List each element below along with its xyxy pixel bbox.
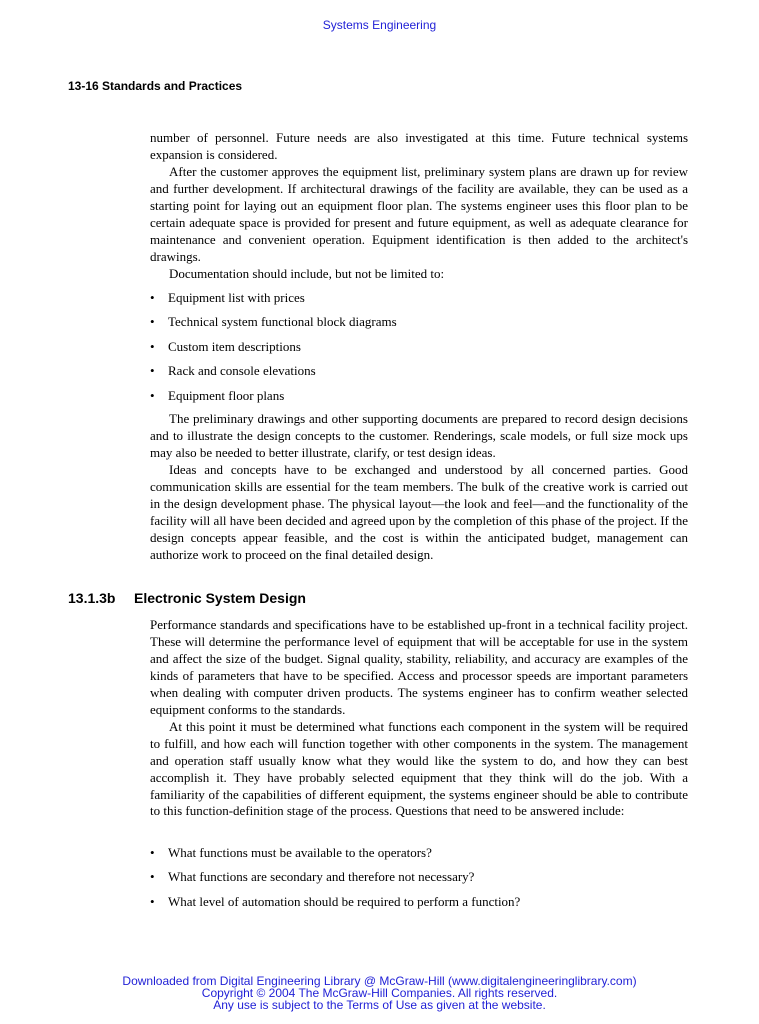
paragraph: Performance standards and specifications have to be established up-front in a technical facility project. These will determine the performance level of equipment that will be acceptable for use in the system and affect the size of the budget. Signal quality, stability, reliability, and accuracy are examples of the kinds of parameters that have to be specified. Access and processor speeds are important parameters when dealing with computer driven products. The systems engineer has to confirm weather selected equipment conforms to the standards. xyxy=(150,617,688,717)
list-item-text: Technical system functional block diagrams xyxy=(168,314,397,330)
list-item-text: What functions are secondary and therefore not necessary? xyxy=(168,869,475,885)
section-title: Electronic System Design xyxy=(134,590,306,606)
section-1-body xyxy=(150,130,688,283)
paragraph: The preliminary drawings and other supporting documents are prepared to record design decisions and to illustrate the design concepts to the customer. Renderings, scale models, or full size mock ups may also be needed to better illustrate, clarify, or test design ideas. xyxy=(150,411,688,460)
list-item xyxy=(150,339,688,363)
section-1-bullet-list xyxy=(150,290,688,412)
list-item xyxy=(150,894,688,918)
paragraph: number of personnel. Future needs are also investigated at this time. Future technical systems expansion is considered. xyxy=(150,130,688,162)
footer-terms-link[interactable]: Any use is subject to the Terms of Use as given at the website. xyxy=(213,998,546,1012)
list-item xyxy=(150,363,688,387)
page-footer xyxy=(0,975,759,1011)
bullet-icon: • xyxy=(150,387,155,403)
section-number: 13.1.3b xyxy=(68,590,116,606)
list-item xyxy=(150,869,688,893)
bullet-icon: • xyxy=(150,290,155,305)
section-2-bullet-list xyxy=(150,845,688,918)
list-item-text: Rack and console elevations xyxy=(168,363,316,379)
paragraph: At this point it must be determined what functions each component in the system will be required to fulfill, and how each will function together with other components in the system. The management and operation staff usually know what they would like the system to do, and how they can best accomplish it. They have probably selected equipment that they think will do the job. With a familiarity of the capabilities of different equipment, the systems engineer should be able to contribute to this function-definition stage of the process. Questions that need to be answered include: xyxy=(150,718,688,819)
list-item-text: Equipment list with prices xyxy=(168,290,305,305)
section-2-body xyxy=(150,617,688,820)
list-item xyxy=(150,290,688,314)
list-item-text: What level of automation should be required to perform a function? xyxy=(168,893,521,909)
list-item-text: Equipment floor plans xyxy=(168,387,285,403)
list-item xyxy=(150,314,688,338)
bullet-icon: • xyxy=(150,869,155,885)
list-item xyxy=(150,388,688,412)
section-heading xyxy=(68,590,306,606)
bullet-icon: • xyxy=(150,314,155,330)
section-1-bullet-list-container xyxy=(150,290,688,412)
list-item-text: What functions must be available to the operators? xyxy=(168,845,432,860)
section-2-bullet-list-container xyxy=(150,845,688,918)
bullet-icon: • xyxy=(150,845,155,860)
paragraph: Ideas and concepts have to be exchanged and understood by all concerned parties. Good communication skills are essential for the team members. The bulk of the creative work is carried out in the design development phase. The physical layout—the look and feel—and the functionality of the facility will all have been decided and agreed upon by the completion of this phase of the project. If the design concepts appear feasible, and the cost is within the anticipated budget, management can authorize work to proceed on the final detailed design. xyxy=(150,461,688,562)
section-1-closing xyxy=(150,411,688,564)
list-item xyxy=(150,845,688,869)
paragraph: Documentation should include, but not be limited to: xyxy=(169,265,445,281)
bullet-icon: • xyxy=(150,893,155,909)
bullet-icon: • xyxy=(150,338,155,354)
top-header-link[interactable]: Systems Engineering xyxy=(322,18,437,32)
paragraph: After the customer approves the equipment list, preliminary system plans are drawn up for review and further development. If architectural drawings of the facility are available, they can be used as a starting point for laying out an equipment floor plan. The systems engineer uses this floor plan to be certain adequate space is provided for present and future equipment, as well as adequate clearance for maintenance and convenient operation. Equipment identification is then added to the architect's drawings. xyxy=(150,163,688,264)
list-item-text: Custom item descriptions xyxy=(168,338,301,354)
footer-copyright: Copyright © 2004 The McGraw-Hill Companies. All rights reserved. xyxy=(201,986,558,1000)
bullet-icon: • xyxy=(150,363,155,379)
footer-download-link[interactable]: Downloaded from Digital Engineering Library @ McGraw-Hill (www.digitalengineeringlibrary.com) xyxy=(122,974,637,988)
running-head: 13-16 Standards and Practices xyxy=(68,79,243,93)
